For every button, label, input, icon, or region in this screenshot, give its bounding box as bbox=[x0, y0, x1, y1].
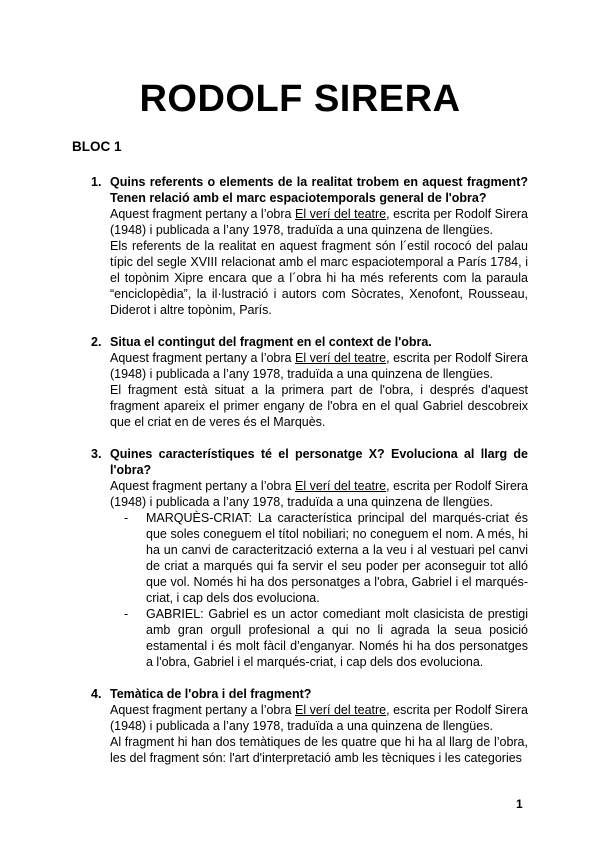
answer-paragraph: El fragment està situat a la primera part de l'obra, i després d'aquest fragment apareix el primer engany de l'obra en el qual Gabriel descobreix que el criat en de veres és el Marquès. bbox=[110, 383, 528, 429]
work-title-link: El verí del teatre bbox=[295, 479, 387, 493]
list-item bbox=[124, 510, 528, 606]
list-item bbox=[124, 606, 528, 670]
intro-paragraph: Aquest fragment pertany a l’obra El verí del teatre, escrita per Rodolf Sirera (1948) i publicada a l’any 1978, traduïda a una quinzena de llengües. bbox=[110, 207, 529, 237]
list-item-text: MARQUÈS-CRIAT: La característica principal del marqués-criat és que soles coneguem el títol nobiliari; no coneguem el nom. A més, hi ha un canvi de caracterització externa a la veu i al vestuari pel canvi de criat a marqués qui fa servir el seu poder per aconseguir tot alló que vol. Només hi ha dos personatges a l'obra, Gabriel i el marqués-criat, i cap dels dos evoluciona. bbox=[146, 511, 528, 605]
question-number: 1. bbox=[91, 175, 102, 189]
work-title-link: El verí del teatre bbox=[295, 351, 387, 365]
character-list bbox=[110, 510, 528, 670]
answer-paragraph: Els referents de la realitat en aquest fragment són l´estil rococó del palau típic del segle XVIII relacionat amb el marc espaciotemporal a París 1784, i el topònim Xipre encara que a l´obra hi ha més referents com la paraula “enciclopèdia”, la il·lustració i autors com Sòcrates, Xenofont, Rousseau, Diderot i altre topònim, París. bbox=[110, 239, 528, 317]
question-2 bbox=[91, 334, 528, 430]
list-dash: - bbox=[124, 607, 129, 621]
work-title-link: El verí del teatre bbox=[295, 703, 387, 717]
list-dash: - bbox=[124, 511, 129, 525]
list-item-text: GABRIEL: Gabriel es un actor comediant molt clasicista de prestigi amb gran orgull profesional a qui no li agrada la seua posició estamental i és molt fàcil d’enganyar. Només hi ha dos personatges a l'obra, Gabriel i el marqués-criat, i cap dels dos evoluciona. bbox=[146, 607, 528, 669]
intro-paragraph: Aquest fragment pertany a l’obra El verí del teatre, escrita per Rodolf Sirera (1948) i publicada a l’any 1978, traduïda a una quinzena de llengües. bbox=[110, 351, 529, 381]
question-title: Temàtica de l'obra i del fragment? bbox=[110, 687, 312, 701]
question-1 bbox=[91, 174, 528, 318]
question-title: Situa el contingut del fragment en el context de l'obra. bbox=[110, 335, 432, 349]
question-4 bbox=[91, 686, 528, 766]
question-title: Quins referents o elements de la realitat trobem en aquest fragment? Tenen relació amb el marc espaciotemporals general de l'obra? bbox=[110, 175, 528, 205]
page-number: 1 bbox=[516, 797, 523, 811]
question-number: 3. bbox=[91, 447, 102, 461]
section-heading: BLOC 1 bbox=[72, 139, 122, 154]
question-list bbox=[91, 174, 528, 782]
question-title: Quines característiques té el personatge X? Evoluciona al llarg de l'obra? bbox=[110, 447, 528, 477]
question-number: 2. bbox=[91, 335, 102, 349]
question-3 bbox=[91, 446, 528, 670]
work-title-link: El verí del teatre bbox=[295, 207, 387, 221]
intro-paragraph: Aquest fragment pertany a l’obra El verí del teatre, escrita per Rodolf Sirera (1948) i publicada a l’any 1978, traduïda a una quinzena de llengües. bbox=[110, 703, 529, 733]
question-number: 4. bbox=[91, 687, 102, 701]
intro-paragraph: Aquest fragment pertany a l’obra El verí del teatre, escrita per Rodolf Sirera (1948) i publicada a l’any 1978, traduïda a una quinzena de llengües. bbox=[110, 479, 529, 509]
document-title: RODOLF SIRERA bbox=[139, 78, 461, 120]
answer-paragraph: Al fragment hi han dos temàtiques de les quatre que hi ha al llarg de l’obra, les del fragment són: l'art d'interpretació amb les tècniques i les categories bbox=[110, 735, 528, 765]
